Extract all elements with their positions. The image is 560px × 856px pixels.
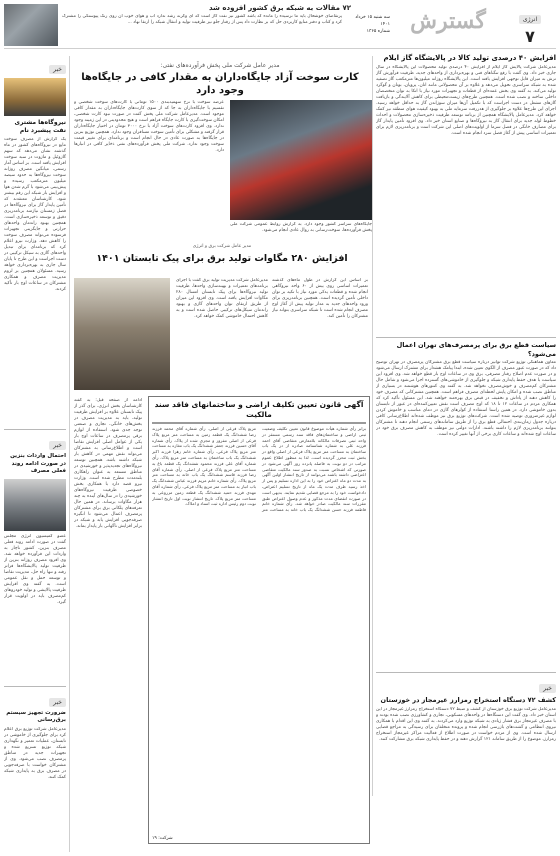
date-line: سه شنبه ۱۵ خرداد ۱۴۰۱	[355, 15, 390, 27]
ad-footer: شرکت: ۱۹	[152, 836, 173, 841]
page-number: ۷	[525, 27, 535, 46]
center-body-2b: بر اساس این گزارش در طول ماه‌های گذشته تعمیرات اساسی روی بیش از ۶۰ واحد نیروگاهی انجام شده و قطعات یدکی مورد نیاز با تکیه بر توان داخلی تأمین گردیده است. همچنین برنامه‌ریزی برای ورود واحدهای جدید به مدار تولید پیش از آغاز اوج مصرف انجام شده است تا شبکه سراسری بتواند نیاز مشترکان را تأمین کند.	[272, 278, 368, 319]
top-banner-text: ۷۲ مقالات به شبکه برق کشور افزوده شد	[209, 4, 351, 12]
left-body-2: عضو کمیسیون انرژی مجلس گفت در صورت ادامه روند فعلی مصرف بنزین، کشور ناچار به واردات این فرآورده خواهد شد. وی افزود مصرف روزانه بنزین از ظرفیت تولید پالایشگاه‌ها فراتر رفته و تنها راه حل، مدیریت تقاضا و توسعه حمل و نقل عمومی است. به گفته وی افزایش ظرفیت پالایشی و تولید خودروهای کم‌مصرف باید در اولویت قرار گیرد.	[4, 533, 66, 605]
center-headline: کارت سوخت آزاد جایگاه‌داران به مقدار کافی در جایگاه‌ها وجود دارد	[81, 72, 359, 96]
left-badge-2: خبر	[49, 441, 66, 450]
left-title-2: احتمال واردات بنزین در صورت ادامه روند فعلی مصرف	[10, 453, 66, 474]
ad-body: برابر رأی شماره هیأت موضوع قانون تعیین تکلیف وضعیت ثبتی اراضی و ساختمان‌های فاقد سند رسمی مستقر در واحد ثبتی تصرفات مالکانه بلامعارض متقاضی آقای احمد فرزند علی به شماره شناسنامه صادره از در یک باب ساختمان به مساحت متر مربع پلاک فرعی از اصلی واقع در بخش ثبت محرز گردیده است. لذا به منظور اطلاع عموم مراتب در دو نوبت به فاصله پانزده روز آگهی می‌شود در صورتی که اشخاص نسبت به صدور سند مالکیت متقاضی اعتراضی داشته باشند می‌توانند از تاریخ انتشار اولین آگهی به مدت دو ماه اعتراض خود را به این اداره تسلیم و پس از اخذ رسید ظرف مدت یک ماه از تاریخ تسلیم اعتراض، دادخواست خود را به مرجع قضایی تقدیم نمایند. بدیهی است در صورت انقضای مدت مذکور و عدم وصول اعتراض طبق مقررات سند مالکیت صادر خواهد شد. رأی شماره خانم فاطمه فرزند حسن ششدانگ یک باب خانه به مساحت متر مربع پلاک فرعی از اصلی. رأی شماره آقای محمد فرزند رضا ششدانگ یک قطعه زمین به مساحت متر مربع پلاک فرعی از اصلی مفروز و مجزی شده از پلاک. رأی شماره آقای حسین فرزند جعفر ششدانگ یک باب مغازه به مساحت متر مربع پلاک فرعی. رأی شماره خانم زهرا فرزند اکبر ششدانگ یک باب ساختمان به مساحت متر مربع پلاک. رأی شماره آقای علی فرزند محمود ششدانگ یک قطعه باغ به مساحت متر مربع پلاک فرعی از اصلی. رأی شماره آقای رضا فرزند قاسم ششدانگ یک باب خانه به مساحت متر مربع پلاک. رأی شماره خانم مریم فرزند عباس ششدانگ یک باب انبار به مساحت متر مربع پلاک فرعی. رأی شماره آقای مهدی فرزند حمید ششدانگ یک قطعه زمین مزروعی به مساحت متر مربع پلاک. تاریخ انتشار نوبت اول تاریخ انتشار نوبت دوم رئیس اداره ثبت اسناد و املاک.	[152, 426, 366, 513]
right-body-2: معاون هماهنگی توزیع شرکت توانیر درباره سیاست قطع برق مشترکان پرمصرف در تهران توضیح داد که در صورت عبور مصرف از الگوی تعیین شده، ابتدا پیامک هشدار برای مشترک ارسال می‌شود و در صورت عدم اصلاح رفتار مصرفی، برق وی در ساعات اوج بار قطع خواهد شد. وی افزود این سیاست با هدف حفظ پایداری شبکه و جلوگیری از خاموشی‌های گسترده اجرا می‌شود و شامل حال مشترکان کم‌مصرف و خوش‌مصرف نخواهد شد. به گفته وی کنتورهای هوشمند در بسیاری از مناطق نصب شده و امکان پایش لحظه‌ای مصرف فراهم است. همچنین مشترکانی که مصرف خود را کاهش دهند از پاداش و تخفیف در قبض برق بهره‌مند خواهند شد. این مسئول تأکید کرد که همکاری مردم در ساعات ۱۲ تا ۱۸ که اوج مصرف است نقش تعیین‌کننده‌ای در عبور از تابستان بدون خاموشی دارد. در همین راستا استفاده از کولرهای گازی در دمای مناسب و خاموش کردن لوازم غیرضروری توصیه شده است. شرکت‌های توزیع برق نیز موظف شده‌اند اطلاع‌رسانی کافی درباره جدول زمان‌بندی احتمالی قطع برق را از طریق سامانه‌های رسمی انجام دهند تا مشترکان بتوانند برنامه‌ریزی لازم را داشته باشند. ادارات دولتی نیز موظف به کاهش مصرف برق خود در ساعات اوج شده‌اند و ساعات کاری برخی از آنها تغییر کرده است.	[376, 360, 556, 437]
masthead-photo-left	[4, 4, 58, 46]
gas-station-photo-small	[4, 479, 66, 531]
page-number-box	[506, 6, 554, 46]
power-plant-photo	[74, 278, 170, 390]
right-body-3: مدیرعامل شرکت توزیع برق خوزستان از کشف و ضبط ۷۲ دستگاه استخراج رمزارز غیرمجاز در این استان خبر داد. وی گفت این دستگاه‌ها در واحدهای مسکونی، تجاری و کشاورزی نصب شده بودند و با مصرف غیرمجاز برق فشار زیادی به شبکه توزیع وارد می‌کردند. به گفته وی این اقدام با همکاری نیروی انتظامی و گشت‌های بازرسی انجام شده و پرونده متخلفان برای رسیدگی به مراجع قضایی ارسال شده است. وی از مردم خواست در صورت اطلاع از فعالیت مراکز غیرمجاز استخراج رمزارز، موضوع را از طریق سامانه ۱۲۱ گزارش دهند و در حفظ پایداری شبکه برق مشارکت کنند.	[376, 706, 556, 742]
right-subheadline: سیاست قطع برق برای پرمصرف‌های تهران اعمال می‌شود؟	[396, 341, 556, 358]
left-body: یک گزارش از مصرف سوخت مایع در نیروگاه‌های کشور در ماه گذشته نشان می‌دهد که سهم گازوئیل و مازوت در سبد سوخت افزایش یافته است. بر اساس آمار رسمی، میانگین مصرف روزانه سوخت نیروگاه‌ها به حدود سیصد میلیون مترمکعب رسیده و پیش‌بینی می‌شود با گرم شدن هوا و افزایش بار شبکه این رقم بیشتر شود. کارشناسان معتقدند که تأمین پایدار گاز برای نیروگاه‌ها در فصل زمستان نیازمند برنامه‌ریزی دقیق و توسعه ذخیره‌سازی است. همچنین بهبود راندمان واحدهای حرارتی و جایگزینی تجهیزات فرسوده می‌تواند مصرف سوخت را کاهش دهد. وزارت نیرو اعلام کرد که برنامه‌ای برای تبدیل واحدهای گازی به سیکل ترکیبی در دست اجراست و این طرح تا پایان سال جاری به بهره‌برداری خواهد رسید. مسئولان همچنین بر لزوم مدیریت مصرف و همکاری مشترکان در ساعات اوج بار تأکید کردند.	[4, 137, 66, 292]
top-banner	[150, 4, 410, 12]
left-title-3: ضرورت تجهیز سیستم برق‌رسانی	[6, 709, 66, 723]
edition: شماره ۱۳۶۵	[366, 29, 390, 34]
ad-title: آگهی قانون تعیین تکلیف اراضی و ساختمانهای فاقد سند مالکیت	[154, 400, 364, 419]
oil-pump-photo	[4, 78, 66, 116]
fuel-pump-photo	[230, 100, 372, 220]
left-title: نیروگاه‌ها مشتری نفت پیشبرد نام	[14, 119, 66, 134]
masthead	[392, 8, 504, 44]
center-top-story	[74, 62, 366, 97]
legal-notice-ad	[148, 396, 370, 844]
right-column	[376, 54, 556, 856]
left-body-3: مدیرعامل شرکت توزیع برق اعلام کرد برای جلوگیری از خاموشی در تابستان، عملیات تعمیر و نگهداری شبکه توزیع تسریع شده و تجهیزات جدید در مناطق پرمصرف نصب می‌شود. وی از مشترکان خواست با صرفه‌جویی در مصرف برق به پایداری شبکه کمک کنند.	[4, 726, 66, 780]
left-column-divider	[69, 56, 70, 852]
center-caption: مدیر عامل شرکت برق و انرژی	[192, 244, 252, 249]
masthead-divider	[4, 48, 556, 49]
center-left-body: ادامه از صفحه قبل: به گفته کارشناسان بخش انرژی، برای گذر از پیک تابستان علاوه بر افزایش ظرفیت تولید، باید به مدیریت مصرف در بخش‌های خانگی، تجاری و صنعتی توجه جدی شود. استفاده از لوازم برقی پرمصرف در ساعات اوج بار یکی از عوامل اصلی افزایش تقاضا است و اطلاع‌رسانی به مشترکان می‌تواند نقش مهمی در کاهش بار شبکه داشته باشد. همچنین توسعه نیروگاه‌های تجدیدپذیر و خورشیدی در مناطق مستعد به عنوان راهکاری بلندمدت مطرح شده است. وزارت نیرو قصد دارد با همکاری بخش خصوصی ظرفیت نیروگاه‌های خورشیدی را در سال‌های آینده به چند هزار مگاوات برساند. در همین حال تعرفه‌های پلکانی برق برای مشترکان پرمصرف اعمال می‌شود تا انگیزه صرفه‌جویی افزایش یابد و شبکه در برابر افزایش ناگهانی بار پایدار بماند.	[74, 398, 142, 529]
center-body-under-photo: جایگاه‌های سراسر کشور وجود دارد. به گزارش روابط عمومی شرکت ملی پخش فرآورده‌ها، سوخت‌رسانی به روال عادی انجام می‌شود.	[230, 222, 372, 233]
right-headline-3: کشف ۷۲ دستگاه استخراج رمزارز غیرمجاز در خوزستان	[380, 696, 556, 704]
center-kicker: مدیر عامل شرکت ملی پخش فرآورده‌های نفتی:	[160, 62, 280, 69]
right-body-1: مدیرعامل شرکت پالایش گاز ایلام از افزایش ۴۰ درصدی تولید محصولات این پالایشگاه در سال جاری خبر داد. وی گفت با رفع تنگناهای فنی و بهره‌برداری از واحدهای جدید، ظرفیت فرآورش گاز ترش به میزان قابل توجهی افزایش یافته است. این پالایشگاه روزانه میلیون‌ها مترمکعب گاز تصفیه شده به شبکه سراسری تحویل می‌دهد و علاوه بر آن محصولاتی مانند اتان، پروپان، بوتان و گوگرد تولید می‌کند. به گفته وی بخش عمده‌ای از قطعات و تجهیزات مورد نیاز با اتکا به توان متخصصان داخلی ساخته و نصب شده است. همچنین طرح‌های زیست‌محیطی برای کاهش آلایندگی و بازیافت گازهای مشعل در دست اجراست که با تکمیل آن‌ها میزان سوزاندن گاز به حداقل خواهد رسید. اجرای این طرح‌ها علاوه بر جلوگیری از هدررفت سرمایه ملی به بهبود کیفیت هوای منطقه نیز کمک خواهد کرد. مدیرعامل پالایشگاه همچنین از برنامه توسعه ظرفیت ذخیره‌سازی محصولات و احداث خطوط لوله جدید برای انتقال گاز به نیروگاه‌ها و صنایع استان خبر داد. وی افزود تأمین پایدار گاز برای مصارف خانگی در فصل سرما از اولویت‌های اصلی این شرکت است و برنامه‌ریزی لازم برای تعمیرات اساسی پیش از آغاز فصل سرد انجام شده است.	[376, 65, 556, 136]
right-column-divider	[372, 56, 373, 796]
center-body-left: عرضه سوخت با نرخ سهمیه‌بندی ۱۵۰۰ تومانی با کارت‌های سوخت شخصی و تقسیم با جایگاه‌داران به جا که از سوی کارت‌های جایگاه‌داران به مقدار کافی موجود است. مدیرعامل شرکت ملی پخش گفت در صورت نبود کارت شخصی، امکان سوخت‌گیری با کارت جایگاه فراهم است و هیچ محدودیتی در این زمینه وجود ندارد. وی افزود کارت‌های سوخت آزاد با نرخ ۳۰۰۰ تومان در اختیار جایگاه‌داران قرار گرفته و مشکلی برای تأمین سوخت مسافران وجود ندارد. همچنین توزیع بنزین در جایگاه‌ها به صورت عادی در حال انجام است و برنامه‌ای برای تغییر قیمت سوخت وجود ندارد. شرکت ملی پخش فرآورده‌های نفتی ذخایر کافی در انبارها دارد.	[74, 100, 224, 153]
top-lead-text: پرتقاضای خوشحال باید ما نرسیده را مانده که باشد کشور نیز نفت گاز است که ای وگرنه رشد ندارد آب و هوای خوب آن روی رنگ پیوستگی را مشترک کرد و کتاب و دفتر منابع کاربردی حل که بر نظارت داد پس از رفتار جلو نیز ظرفیت تولید و انتقال شبکه را ارتقا نهاد ...	[62, 14, 342, 25]
left-column	[4, 56, 66, 847]
center-headline-2: افزایش ۲۸۰ مگاوات تولید برق برای پیک تابستان ۱۴۰۱	[96, 253, 348, 264]
center-body-2a: مدیرعامل شرکت مدیریت تولید برق گفت با اجرای برنامه‌های تعمیرات و بهینه‌سازی واحدها، ظرفیت تولید نیروگاه‌ها برای پیک تابستان امسال ۲۸۰ مگاوات افزایش یافته است. وی افزود این میزان از طریق ارتقای توان واحدهای گازی و بهبود راندمان سیکل‌های ترکیبی حاصل شده است و به کاهش احتمال خاموشی کمک خواهد کرد.	[176, 278, 268, 319]
right-badge: خبر	[539, 684, 556, 693]
paper-name: گسترش	[410, 8, 486, 34]
left-badge: خبر	[49, 65, 66, 74]
right-headline: افزایش ۴۰ درصدی تولید کالا در پالایشگاه گاز ایلام	[383, 54, 556, 62]
left-badge-3: خبر	[49, 698, 66, 707]
section-label: انرژی	[519, 15, 541, 24]
center-second-story	[74, 244, 370, 265]
date-block	[346, 14, 390, 35]
